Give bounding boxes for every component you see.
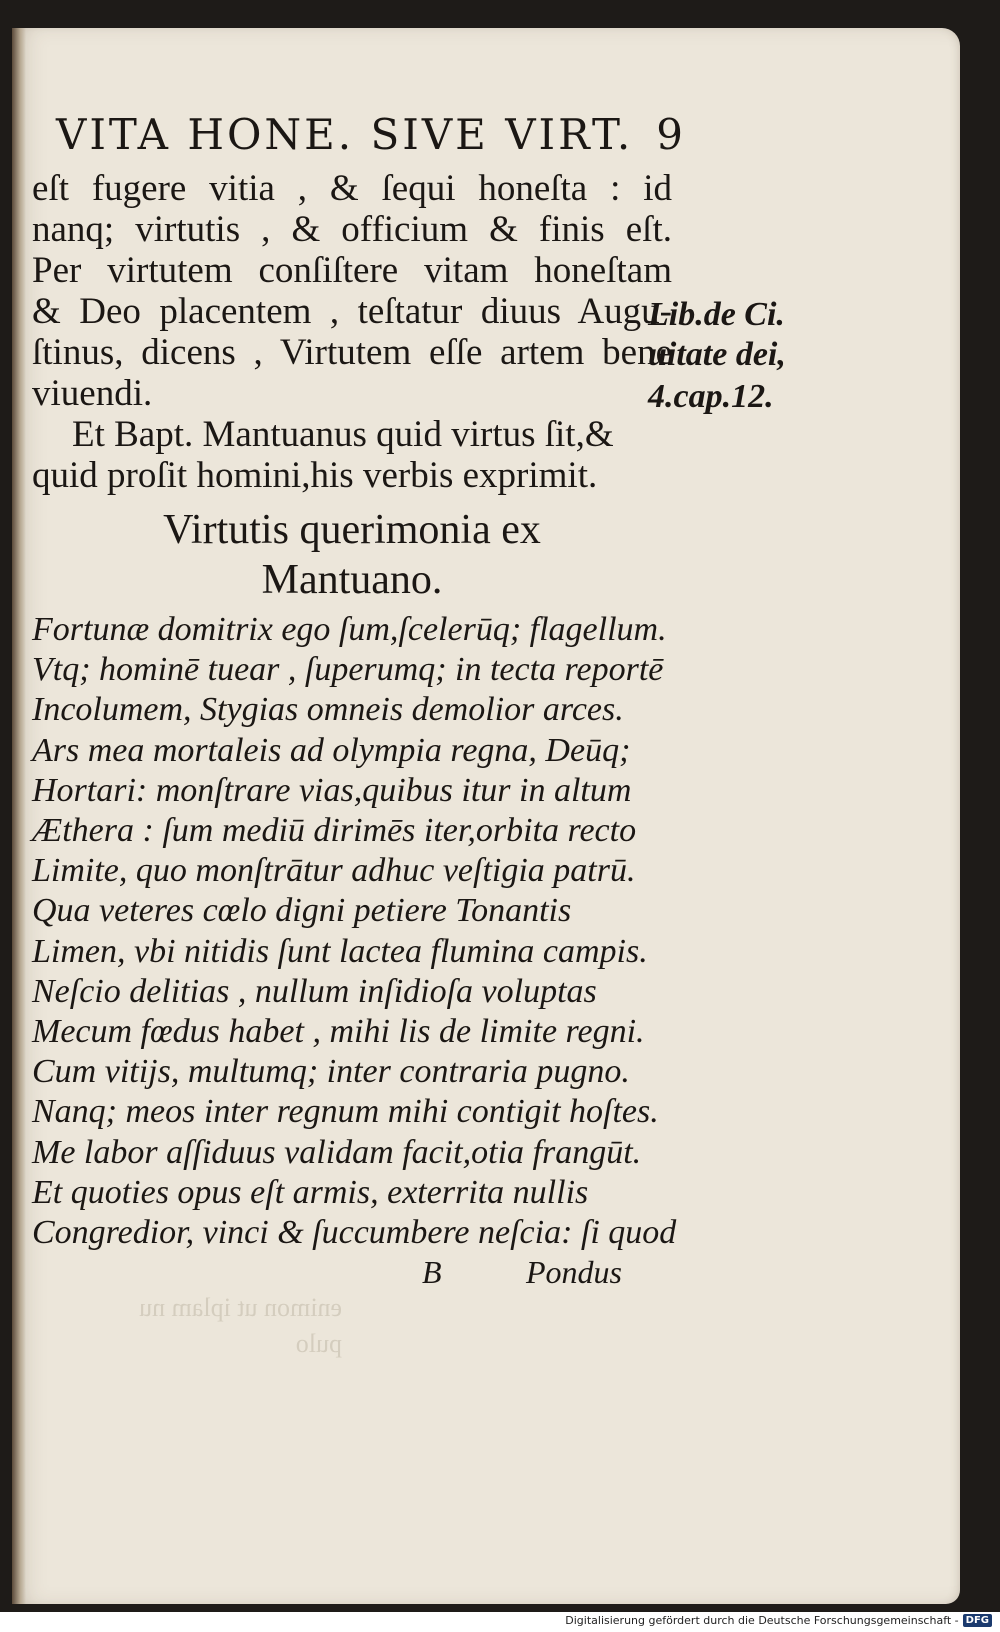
poem-line: Congredior, vinci & ſuccumbere neſcia: ſi quod: [32, 1214, 677, 1252]
poem-line: Mecum fœdus habet , mihi lis de limite regni.: [32, 1013, 645, 1051]
body-line: & Deo placentem , teſtatur diuus Augu-: [32, 291, 672, 332]
poem-line: Qua veteres cœlo digni petiere Tonantis: [32, 892, 572, 930]
poem-line: Hortari: monſtrare vias,quibus itur in altum: [32, 771, 632, 809]
body-line: quid proſit homini,his verbis exprimit.: [32, 455, 598, 496]
poem-line: Me labor aſſiduus validam facit,otia frangūt.: [32, 1133, 642, 1171]
digitization-credit: [565, 1614, 992, 1627]
body-line: ſtinus, dicens , Virtutem eſſe artem bene: [32, 332, 672, 373]
bleed-through-line: pulo: [295, 1329, 342, 1358]
body-line: Per virtutem conſiſtere vitam honeſtam: [32, 250, 672, 291]
running-header: [56, 110, 686, 159]
running-title: VITA HONE. SIVE VIRT.: [56, 110, 634, 159]
body-line: viuendi.: [32, 373, 153, 414]
poem-line: Limen, vbi nitidis ſunt lactea flumina campis.: [32, 932, 648, 970]
margin-note-line: 4.cap.12.: [648, 378, 774, 415]
book-page: [12, 28, 960, 1604]
poem-line: Fortunæ domitrix ego ſum,ſcelerūq; flagellum.: [32, 611, 667, 648]
margin-note-line: uitate dei,: [648, 336, 786, 373]
signature-mark: B: [422, 1254, 442, 1290]
body-line: nanq; virtutis , & officium & finis eſt.: [32, 209, 672, 250]
credit-text: Digitalisierung gefördert durch die Deutsche Forschungsgemeinschaft -: [565, 1614, 959, 1627]
margin-note-line: Lib.de Ci.: [648, 296, 785, 333]
poem-line: Ars mea mortaleis ad olympia regna, Deūq;: [32, 731, 631, 769]
poem-line: Nanq; meos inter regnum mihi contigit hoſtes.: [32, 1093, 659, 1131]
poem-line: Æthera : ſum mediū dirimēs iter,orbita recto: [32, 812, 637, 850]
poem: [32, 610, 677, 1253]
body-line: Et Bapt. Mantuanus quid virtus ſit,&: [72, 414, 614, 455]
page-text: [12, 28, 960, 1604]
poem-line: Et quoties opus eſt armis, exterrita nullis: [32, 1173, 589, 1211]
poem-line: Limite, quo monſtrātur adhuc veſtigia patrū.: [32, 852, 636, 890]
poem-line: Incolumem, Stygias omneis demolior arces.: [32, 691, 624, 729]
bleed-through-line: enimon ut iplam nu: [139, 1293, 342, 1322]
poem-line: Neſcio delitias , nullum inſidioſa voluptas: [32, 972, 597, 1010]
dfg-logo: DFG: [963, 1614, 992, 1627]
section-title-line: Virtutis querimonia ex: [163, 507, 541, 553]
section-title-line: Mantuano.: [261, 557, 443, 603]
poem-line: Cum vitijs, multumq; inter contraria pugno.: [32, 1053, 630, 1091]
page-number: 9: [656, 110, 686, 159]
bleed-through-text: [42, 1290, 342, 1362]
poem-line: Vtq; hominē tuear , ſuperumq; in tecta reportē: [32, 651, 664, 689]
catchword: Pondus: [526, 1254, 622, 1290]
body-line: eſt fugere vitia , & ſequi honeſta : id: [32, 168, 672, 209]
